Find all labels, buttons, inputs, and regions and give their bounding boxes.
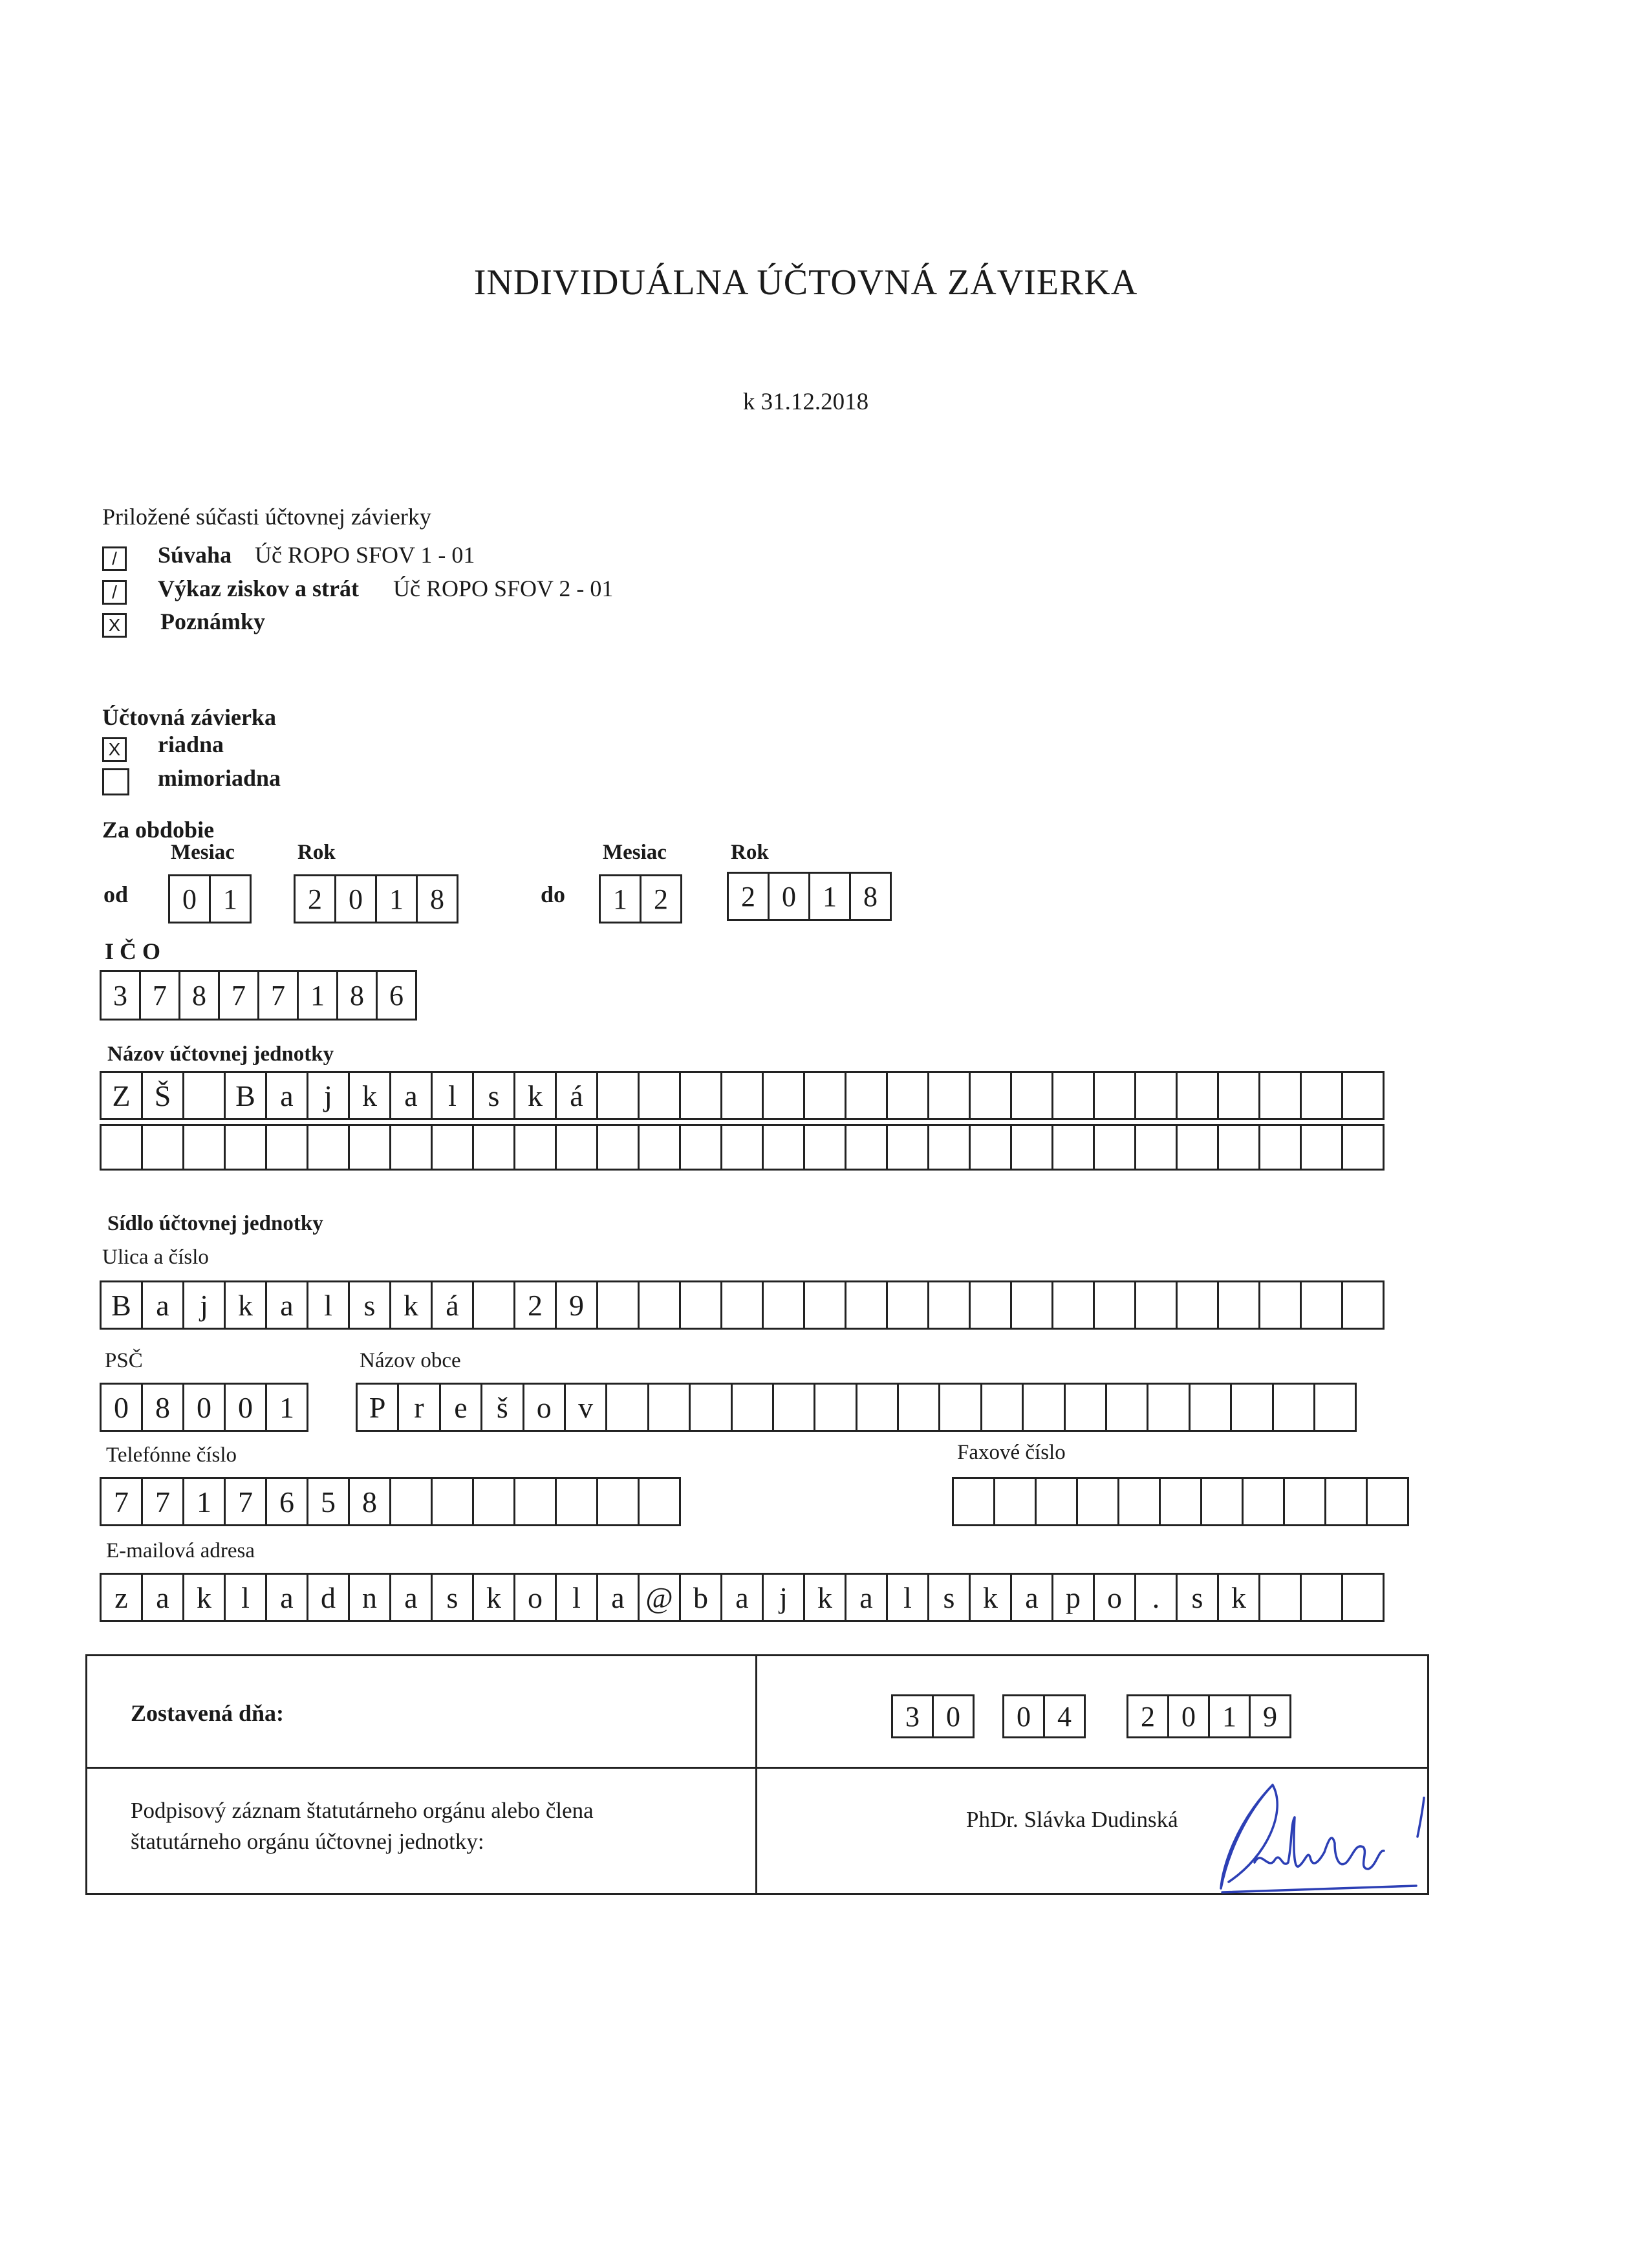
char-box bbox=[513, 1477, 557, 1526]
attachment-name: Výkaz ziskov a strát bbox=[158, 576, 359, 601]
attachment-checkbox[interactable]: X bbox=[102, 613, 127, 638]
char-box: k bbox=[472, 1573, 515, 1622]
char-box: 8 bbox=[348, 1477, 391, 1526]
name-label: Názov účtovnej jednotky bbox=[107, 1042, 334, 1066]
char-box: a bbox=[265, 1280, 308, 1330]
street-field[interactable] bbox=[100, 1280, 1383, 1330]
to-month-label: Mesiac bbox=[603, 841, 667, 864]
char-box bbox=[431, 1124, 474, 1171]
char-box: 9 bbox=[555, 1280, 598, 1330]
char-box bbox=[1300, 1573, 1343, 1622]
digit-box: 0 bbox=[768, 872, 810, 921]
attachment-checkbox[interactable]: / bbox=[102, 546, 127, 571]
fax-field[interactable] bbox=[952, 1477, 1407, 1526]
phone-label: Telefónne číslo bbox=[106, 1443, 237, 1467]
char-box bbox=[638, 1280, 681, 1330]
digit-box: 1 bbox=[297, 970, 338, 1021]
char-box: s bbox=[472, 1071, 515, 1120]
char-box bbox=[1064, 1383, 1107, 1432]
char-box bbox=[182, 1124, 226, 1171]
char-box: Š bbox=[141, 1071, 184, 1120]
char-box bbox=[1176, 1071, 1219, 1120]
char-box bbox=[1134, 1071, 1178, 1120]
char-box: a bbox=[265, 1071, 308, 1120]
char-box bbox=[596, 1124, 640, 1171]
handwritten-signature bbox=[1209, 1772, 1442, 1901]
char-box: 4 bbox=[1043, 1694, 1086, 1738]
digit-box: 3 bbox=[100, 970, 141, 1021]
psc-label: PSČ bbox=[105, 1349, 143, 1372]
char-box bbox=[596, 1280, 640, 1330]
char-box bbox=[1022, 1383, 1065, 1432]
char-box: j bbox=[762, 1573, 805, 1622]
char-box bbox=[720, 1071, 764, 1120]
digit-box: 7 bbox=[257, 970, 299, 1021]
char-box bbox=[1200, 1477, 1244, 1526]
digit-box: 2 bbox=[727, 872, 770, 921]
char-box bbox=[1366, 1477, 1409, 1526]
char-box: a bbox=[1010, 1573, 1053, 1622]
char-box bbox=[182, 1071, 226, 1120]
attachment-code: Úč ROPO SFOV 2 - 01 bbox=[393, 576, 614, 601]
table-divider-horizontal bbox=[85, 1767, 1429, 1769]
char-box: a bbox=[596, 1573, 640, 1622]
char-box bbox=[969, 1071, 1012, 1120]
char-box bbox=[1134, 1280, 1178, 1330]
name-row-1[interactable] bbox=[100, 1071, 1383, 1120]
char-box: l bbox=[555, 1573, 598, 1622]
char-box: s bbox=[348, 1280, 391, 1330]
char-box: s bbox=[1176, 1573, 1219, 1622]
char-box bbox=[638, 1477, 681, 1526]
char-box bbox=[803, 1124, 846, 1171]
char-box bbox=[720, 1280, 764, 1330]
char-box: 0 bbox=[224, 1383, 267, 1432]
char-box bbox=[1051, 1071, 1095, 1120]
char-box bbox=[555, 1124, 598, 1171]
char-box bbox=[1147, 1383, 1190, 1432]
char-box: a bbox=[389, 1573, 433, 1622]
char-box bbox=[555, 1477, 598, 1526]
signer-name: PhDr. Slávka Dudinská bbox=[966, 1807, 1178, 1832]
char-box: á bbox=[555, 1071, 598, 1120]
char-box bbox=[720, 1124, 764, 1171]
psc-field[interactable] bbox=[100, 1383, 307, 1432]
to-year-label: Rok bbox=[731, 841, 769, 864]
char-box bbox=[389, 1477, 433, 1526]
digit-box: 2 bbox=[294, 874, 336, 923]
period-heading: Za obdobie bbox=[102, 817, 215, 843]
char-box: 0 bbox=[1167, 1694, 1210, 1738]
document-title: INDIVIDUÁLNA ÚČTOVNÁ ZÁVIERKA bbox=[473, 263, 1138, 303]
char-box bbox=[265, 1124, 308, 1171]
char-box bbox=[647, 1383, 691, 1432]
char-box bbox=[762, 1280, 805, 1330]
char-box bbox=[1258, 1280, 1302, 1330]
char-box: 7 bbox=[224, 1477, 267, 1526]
ico-label: I Č O bbox=[105, 938, 161, 964]
char-box bbox=[1176, 1124, 1219, 1171]
char-box: B bbox=[224, 1071, 267, 1120]
char-box bbox=[1105, 1383, 1148, 1432]
char-box: 8 bbox=[141, 1383, 184, 1432]
char-box bbox=[1341, 1573, 1385, 1622]
char-box: 0 bbox=[100, 1383, 143, 1432]
char-box bbox=[897, 1383, 940, 1432]
digit-box: 1 bbox=[375, 874, 418, 923]
char-box: j bbox=[307, 1071, 350, 1120]
char-box bbox=[1093, 1071, 1136, 1120]
char-box: l bbox=[307, 1280, 350, 1330]
char-box: k bbox=[513, 1071, 557, 1120]
char-box bbox=[772, 1383, 815, 1432]
char-box: . bbox=[1134, 1573, 1178, 1622]
char-box bbox=[1341, 1071, 1385, 1120]
char-box bbox=[1051, 1280, 1095, 1330]
char-box: 7 bbox=[141, 1477, 184, 1526]
char-box: l bbox=[886, 1573, 929, 1622]
char-box bbox=[969, 1280, 1012, 1330]
compiled-day-field[interactable] bbox=[891, 1694, 973, 1738]
char-box: 6 bbox=[265, 1477, 308, 1526]
char-box bbox=[596, 1071, 640, 1120]
email-label: E-mailová adresa bbox=[106, 1539, 255, 1562]
digit-box: 6 bbox=[376, 970, 417, 1021]
char-box bbox=[679, 1124, 722, 1171]
char-box bbox=[348, 1124, 391, 1171]
char-box bbox=[1117, 1477, 1161, 1526]
char-box: a bbox=[845, 1573, 888, 1622]
char-box bbox=[969, 1124, 1012, 1171]
table-divider-vertical bbox=[755, 1654, 757, 1895]
statement-type-checkbox[interactable]: X bbox=[102, 737, 127, 762]
to-year-field[interactable] bbox=[727, 872, 890, 921]
char-box bbox=[1010, 1280, 1053, 1330]
char-box bbox=[1242, 1477, 1285, 1526]
char-box bbox=[1010, 1071, 1053, 1120]
char-box: r bbox=[397, 1383, 440, 1432]
char-box: o bbox=[1093, 1573, 1136, 1622]
char-box bbox=[1134, 1124, 1178, 1171]
char-box: a bbox=[389, 1071, 433, 1120]
char-box: a bbox=[265, 1573, 308, 1622]
char-box: 0 bbox=[932, 1694, 975, 1738]
city-label: Názov obce bbox=[360, 1349, 461, 1372]
digit-box: 2 bbox=[640, 874, 682, 923]
from-month-field[interactable] bbox=[168, 874, 250, 923]
char-box bbox=[1093, 1124, 1136, 1171]
char-box bbox=[1217, 1280, 1260, 1330]
char-box: á bbox=[431, 1280, 474, 1330]
char-box: B bbox=[100, 1280, 143, 1330]
char-box bbox=[596, 1477, 640, 1526]
char-box: @ bbox=[638, 1573, 681, 1622]
char-box bbox=[845, 1071, 888, 1120]
char-box: o bbox=[523, 1383, 566, 1432]
char-box bbox=[1010, 1124, 1053, 1171]
char-box: a bbox=[141, 1573, 184, 1622]
char-box: 1 bbox=[265, 1383, 308, 1432]
char-box bbox=[1341, 1280, 1385, 1330]
char-box bbox=[100, 1124, 143, 1171]
compiled-year-field[interactable] bbox=[1126, 1694, 1289, 1738]
char-box bbox=[141, 1124, 184, 1171]
char-box bbox=[1051, 1124, 1095, 1171]
statement-type-heading: Účtovná závierka bbox=[102, 704, 276, 730]
char-box bbox=[472, 1124, 515, 1171]
char-box bbox=[224, 1124, 267, 1171]
digit-box: 7 bbox=[218, 970, 259, 1021]
char-box: j bbox=[182, 1280, 226, 1330]
from-year-label: Rok bbox=[297, 841, 336, 864]
char-box bbox=[307, 1124, 350, 1171]
attachment-name: Poznámky bbox=[160, 609, 265, 634]
from-month-label: Mesiac bbox=[171, 841, 235, 864]
char-box bbox=[638, 1124, 681, 1171]
signature-record-line-1: Podpisový záznam štatutárneho orgánu alebo člena bbox=[131, 1798, 594, 1823]
char-box: v bbox=[564, 1383, 607, 1432]
statement-type-label: mimoriadna bbox=[158, 765, 281, 791]
ico-field[interactable] bbox=[100, 970, 415, 1021]
char-box bbox=[886, 1280, 929, 1330]
char-box bbox=[980, 1383, 1024, 1432]
char-box: 2 bbox=[1126, 1694, 1169, 1738]
char-box: p bbox=[1051, 1573, 1095, 1622]
digit-box: 0 bbox=[334, 874, 377, 923]
char-box bbox=[1324, 1477, 1368, 1526]
char-box bbox=[927, 1124, 971, 1171]
char-box bbox=[1035, 1477, 1078, 1526]
digit-box: 8 bbox=[336, 970, 378, 1021]
char-box: s bbox=[927, 1573, 971, 1622]
to-label: do bbox=[541, 881, 566, 907]
char-box: 9 bbox=[1249, 1694, 1291, 1738]
char-box bbox=[1283, 1477, 1326, 1526]
char-box bbox=[1341, 1124, 1385, 1171]
char-box bbox=[814, 1383, 857, 1432]
char-box: d bbox=[307, 1573, 350, 1622]
char-box: k bbox=[224, 1280, 267, 1330]
phone-field[interactable] bbox=[100, 1477, 679, 1526]
char-box: a bbox=[720, 1573, 764, 1622]
char-box bbox=[1313, 1383, 1357, 1432]
char-box bbox=[803, 1280, 846, 1330]
char-box bbox=[803, 1071, 846, 1120]
char-box bbox=[679, 1280, 722, 1330]
to-month-field[interactable] bbox=[599, 874, 680, 923]
char-box: e bbox=[439, 1383, 482, 1432]
char-box bbox=[1076, 1477, 1119, 1526]
statement-type-label: riadna bbox=[158, 731, 224, 757]
char-box: b bbox=[679, 1573, 722, 1622]
char-box: P bbox=[356, 1383, 399, 1432]
char-box: k bbox=[1217, 1573, 1260, 1622]
char-box bbox=[886, 1124, 929, 1171]
compiled-month-field[interactable] bbox=[1002, 1694, 1084, 1738]
char-box: 3 bbox=[891, 1694, 934, 1738]
name-row-2[interactable] bbox=[100, 1124, 1383, 1171]
char-box bbox=[1300, 1071, 1343, 1120]
char-box: n bbox=[348, 1573, 391, 1622]
from-label: od bbox=[103, 881, 129, 907]
char-box: o bbox=[513, 1573, 557, 1622]
char-box: š bbox=[480, 1383, 524, 1432]
char-box bbox=[605, 1383, 649, 1432]
street-label: Ulica a číslo bbox=[102, 1246, 209, 1269]
digit-box: 1 bbox=[209, 874, 252, 923]
char-box bbox=[952, 1477, 995, 1526]
char-box bbox=[1258, 1071, 1302, 1120]
char-box bbox=[431, 1477, 474, 1526]
attachments-heading: Priložené súčasti účtovnej závierky bbox=[102, 504, 431, 530]
char-box bbox=[993, 1477, 1037, 1526]
email-field[interactable] bbox=[100, 1573, 1383, 1622]
char-box: 1 bbox=[1208, 1694, 1251, 1738]
char-box: 1 bbox=[182, 1477, 226, 1526]
char-box bbox=[389, 1124, 433, 1171]
char-box bbox=[472, 1280, 515, 1330]
char-box bbox=[638, 1071, 681, 1120]
char-box bbox=[1258, 1124, 1302, 1171]
char-box: z bbox=[100, 1573, 143, 1622]
char-box bbox=[731, 1383, 774, 1432]
char-box bbox=[1258, 1573, 1302, 1622]
char-box bbox=[679, 1071, 722, 1120]
char-box bbox=[1189, 1383, 1232, 1432]
char-box bbox=[1159, 1477, 1202, 1526]
char-box bbox=[927, 1071, 971, 1120]
char-box bbox=[845, 1124, 888, 1171]
char-box: a bbox=[141, 1280, 184, 1330]
char-box bbox=[886, 1071, 929, 1120]
char-box bbox=[1217, 1124, 1260, 1171]
attachment-code: Úč ROPO SFOV 1 - 01 bbox=[255, 542, 475, 568]
char-box: k bbox=[348, 1071, 391, 1120]
fax-label: Faxové číslo bbox=[957, 1441, 1066, 1464]
char-box bbox=[689, 1383, 732, 1432]
signature-record-label bbox=[131, 1795, 594, 1857]
char-box: k bbox=[969, 1573, 1012, 1622]
attachment-name: Súvaha bbox=[158, 542, 232, 568]
digit-box: 8 bbox=[178, 970, 220, 1021]
char-box: s bbox=[431, 1573, 474, 1622]
char-box bbox=[1300, 1280, 1343, 1330]
char-box: 5 bbox=[307, 1477, 350, 1526]
char-box: k bbox=[389, 1280, 433, 1330]
char-box bbox=[472, 1477, 515, 1526]
char-box bbox=[1300, 1124, 1343, 1171]
digit-box: 8 bbox=[416, 874, 458, 923]
char-box: k bbox=[803, 1573, 846, 1622]
char-box bbox=[856, 1383, 899, 1432]
compiled-label: Zostavená dňa: bbox=[131, 1700, 285, 1726]
as-of-date: k 31.12.2018 bbox=[742, 389, 869, 415]
address-label: Sídlo účtovnej jednotky bbox=[107, 1212, 323, 1235]
char-box: l bbox=[431, 1071, 474, 1120]
digit-box: 8 bbox=[849, 872, 892, 921]
char-box bbox=[1272, 1383, 1315, 1432]
char-box: 7 bbox=[100, 1477, 143, 1526]
char-box: Z bbox=[100, 1071, 143, 1120]
char-box bbox=[1230, 1383, 1273, 1432]
digit-box: 7 bbox=[139, 970, 180, 1021]
char-box: 0 bbox=[182, 1383, 226, 1432]
char-box bbox=[1093, 1280, 1136, 1330]
char-box bbox=[845, 1280, 888, 1330]
signature-record-line-2: štatutárneho orgánu účtovnej jednotky: bbox=[131, 1829, 484, 1854]
char-box: 2 bbox=[513, 1280, 557, 1330]
char-box bbox=[1176, 1280, 1219, 1330]
char-box: 0 bbox=[1002, 1694, 1045, 1738]
char-box: l bbox=[224, 1573, 267, 1622]
char-box: k bbox=[182, 1573, 226, 1622]
attachment-checkbox[interactable]: / bbox=[102, 580, 127, 605]
char-box bbox=[938, 1383, 982, 1432]
digit-box: 1 bbox=[599, 874, 641, 923]
digit-box: 1 bbox=[808, 872, 851, 921]
statement-type-checkbox[interactable] bbox=[102, 768, 129, 795]
digit-box: 0 bbox=[168, 874, 211, 923]
char-box bbox=[762, 1124, 805, 1171]
city-field[interactable] bbox=[356, 1383, 1355, 1432]
char-box bbox=[513, 1124, 557, 1171]
char-box bbox=[927, 1280, 971, 1330]
from-year-field[interactable] bbox=[294, 874, 457, 923]
char-box bbox=[1217, 1071, 1260, 1120]
char-box bbox=[762, 1071, 805, 1120]
